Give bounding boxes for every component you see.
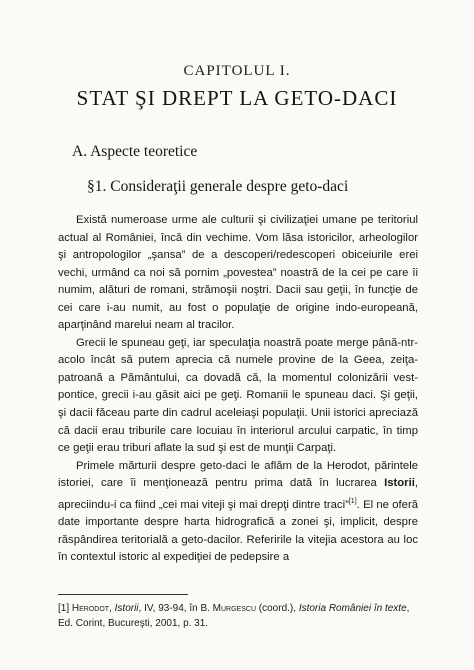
chapter-title: STAT ŞI DREPT LA GETO-DACI [76, 86, 398, 110]
subsection-heading: §1. Consideraţii generale despre geto-daci [87, 178, 349, 195]
paragraph-2: Grecii le spuneau geţi, iar speculaţia noastră poate merge până-ntr-acolo încât să putem aprecia că numele provine de la Geea, zeiţa-patroană a Pământului, ca dovadă că, la momentul colonizării vest-pontice, grecii i-au găsit aici pe geţi. Romanii le spuneau daci. Şi geţii, şi dacii făceau parte din cadrul aceleiaşi populaţii. Unii istorici apreciază că dacii erau triburile care locuiau în interiorul arcului carpatic, în timp ce geţii erau triburi aflate la sud şi est de munţii Carpaţi. [58, 336, 418, 455]
footnote-ref: , IV, 93-94, în B. [138, 603, 213, 614]
paragraph-3-text-b: , apreciindu-i ca fiind „cei mai viteji şi mai drepţi dintre traci” [58, 477, 418, 511]
book-title-istorii: Istorii [384, 477, 415, 490]
paragraph-1: Există numeroase urme ale culturii şi civilizaţiei umane pe teritoriul actual al României, încă din vechime. Vom lăsa istoricilor, arheologilor şi antropologilor „şansa” de a descoperi/redescoperi obiceiurile erei vechi, urmând ca noi să pornim „povestea” noastră de la cei pe care îi numim, alături de romani, strămoşii noştri. Dacii sau geţii, în funcţie de cei care i-au numit, au fost o populaţie de origine indo-europeană, aparţinând marelui neam al tracilor. [58, 214, 418, 332]
footnote-sep-1: , [109, 603, 115, 614]
section-heading: A. Aspecte teoretice [72, 143, 198, 160]
footnote-book: Istoria României în texte [298, 603, 407, 614]
footnote [58, 601, 418, 631]
footnote-divider [58, 594, 188, 595]
paragraph-3-text-c: . El ne oferă date importante despre harta hidrografică a zonei şi, implicit, despre răspândirea teritorială a geto-dacilor. Referirile la vitejia acestora au loc în contextul istoric al expediţiei de pedepsire a [58, 498, 418, 564]
footnote-editor: Murgescu [212, 603, 257, 614]
body-text [58, 212, 418, 567]
footnote-publisher: , Ed. Corint, Bucureşti, 2001, p. 31. [58, 603, 410, 629]
paragraph-3 [58, 458, 418, 567]
footnote-work: Istorii [114, 603, 139, 614]
chapter-label: CAPITOLUL I. [183, 63, 291, 79]
footnote-author: Herodot [71, 603, 110, 614]
footnote-reference[interactable]: [1] [348, 497, 357, 505]
footnote-marker: [1] [58, 603, 70, 614]
footnote-editor-note: (coord.), [256, 603, 299, 614]
paragraph-3-text-a: Primele mărturii despre geto-daci le aflăm de la Herodot, părintele istoriei, care îi menţionează pentru prima dată în lucrarea [58, 459, 418, 490]
